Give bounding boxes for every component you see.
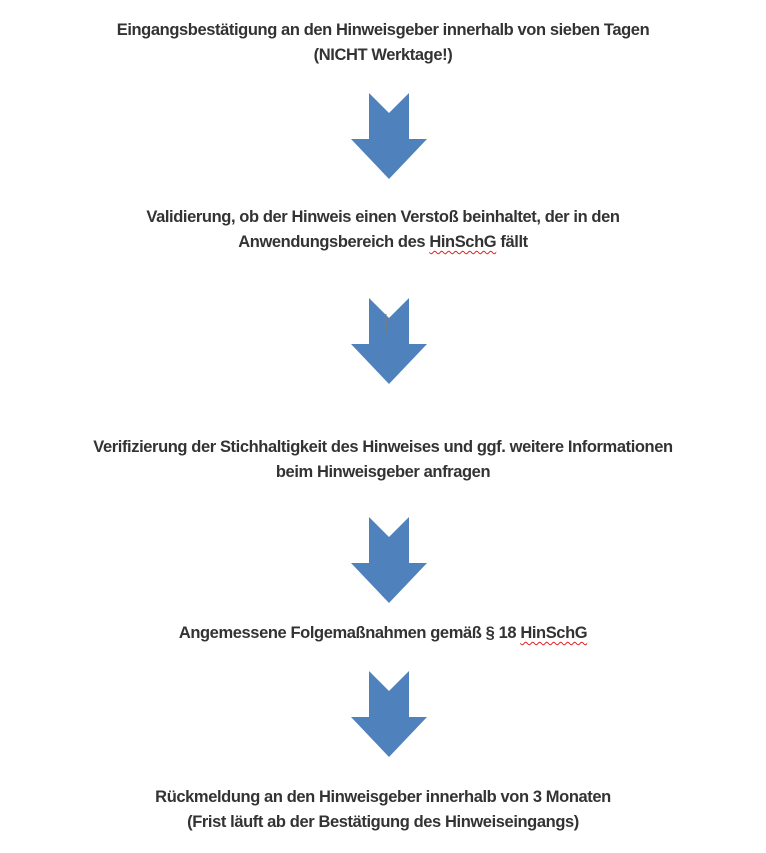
text-segment: Anwendungsbereich des <box>238 233 430 251</box>
step-text: (NICHT Werktage!) <box>313 46 453 64</box>
down-arrow-icon <box>351 517 427 603</box>
step-1-receipt-confirmation <box>0 18 766 68</box>
step-text <box>0 230 766 255</box>
down-arrow-icon <box>351 93 427 179</box>
step-text: Validierung, ob der Hinweis einen Verstoß beinhaltet, der in den <box>146 208 620 226</box>
step-text: beim Hinweisgeber anfragen <box>275 463 491 481</box>
step-2-validation <box>0 205 766 255</box>
down-arrow-icon <box>351 298 427 384</box>
step-text <box>0 621 766 646</box>
step-4-follow-up-measures <box>0 621 766 646</box>
step-text: Rückmeldung an den Hinweisgeber innerhalb von 3 Monaten <box>155 788 611 806</box>
step-text: Eingangsbestätigung an den Hinweisgeber innerhalb von sieben Tagen <box>116 21 650 39</box>
spellcheck-underlined-word: HinSchG <box>429 233 497 251</box>
down-arrow-icon <box>351 671 427 757</box>
step-text: Verifizierung der Stichhaltigkeit des Hinweises und ggf. weitere Informationen <box>93 438 673 456</box>
text-segment: Angemessene Folgemaßnahmen gemäß § 18 <box>178 624 521 642</box>
step-5-feedback <box>0 785 766 835</box>
step-3-verification <box>0 435 766 485</box>
text-segment: fällt <box>496 233 528 251</box>
step-text: (Frist läuft ab der Bestätigung des Hinweiseingangs) <box>187 813 579 831</box>
spellcheck-underlined-word: HinSchG <box>520 624 588 642</box>
